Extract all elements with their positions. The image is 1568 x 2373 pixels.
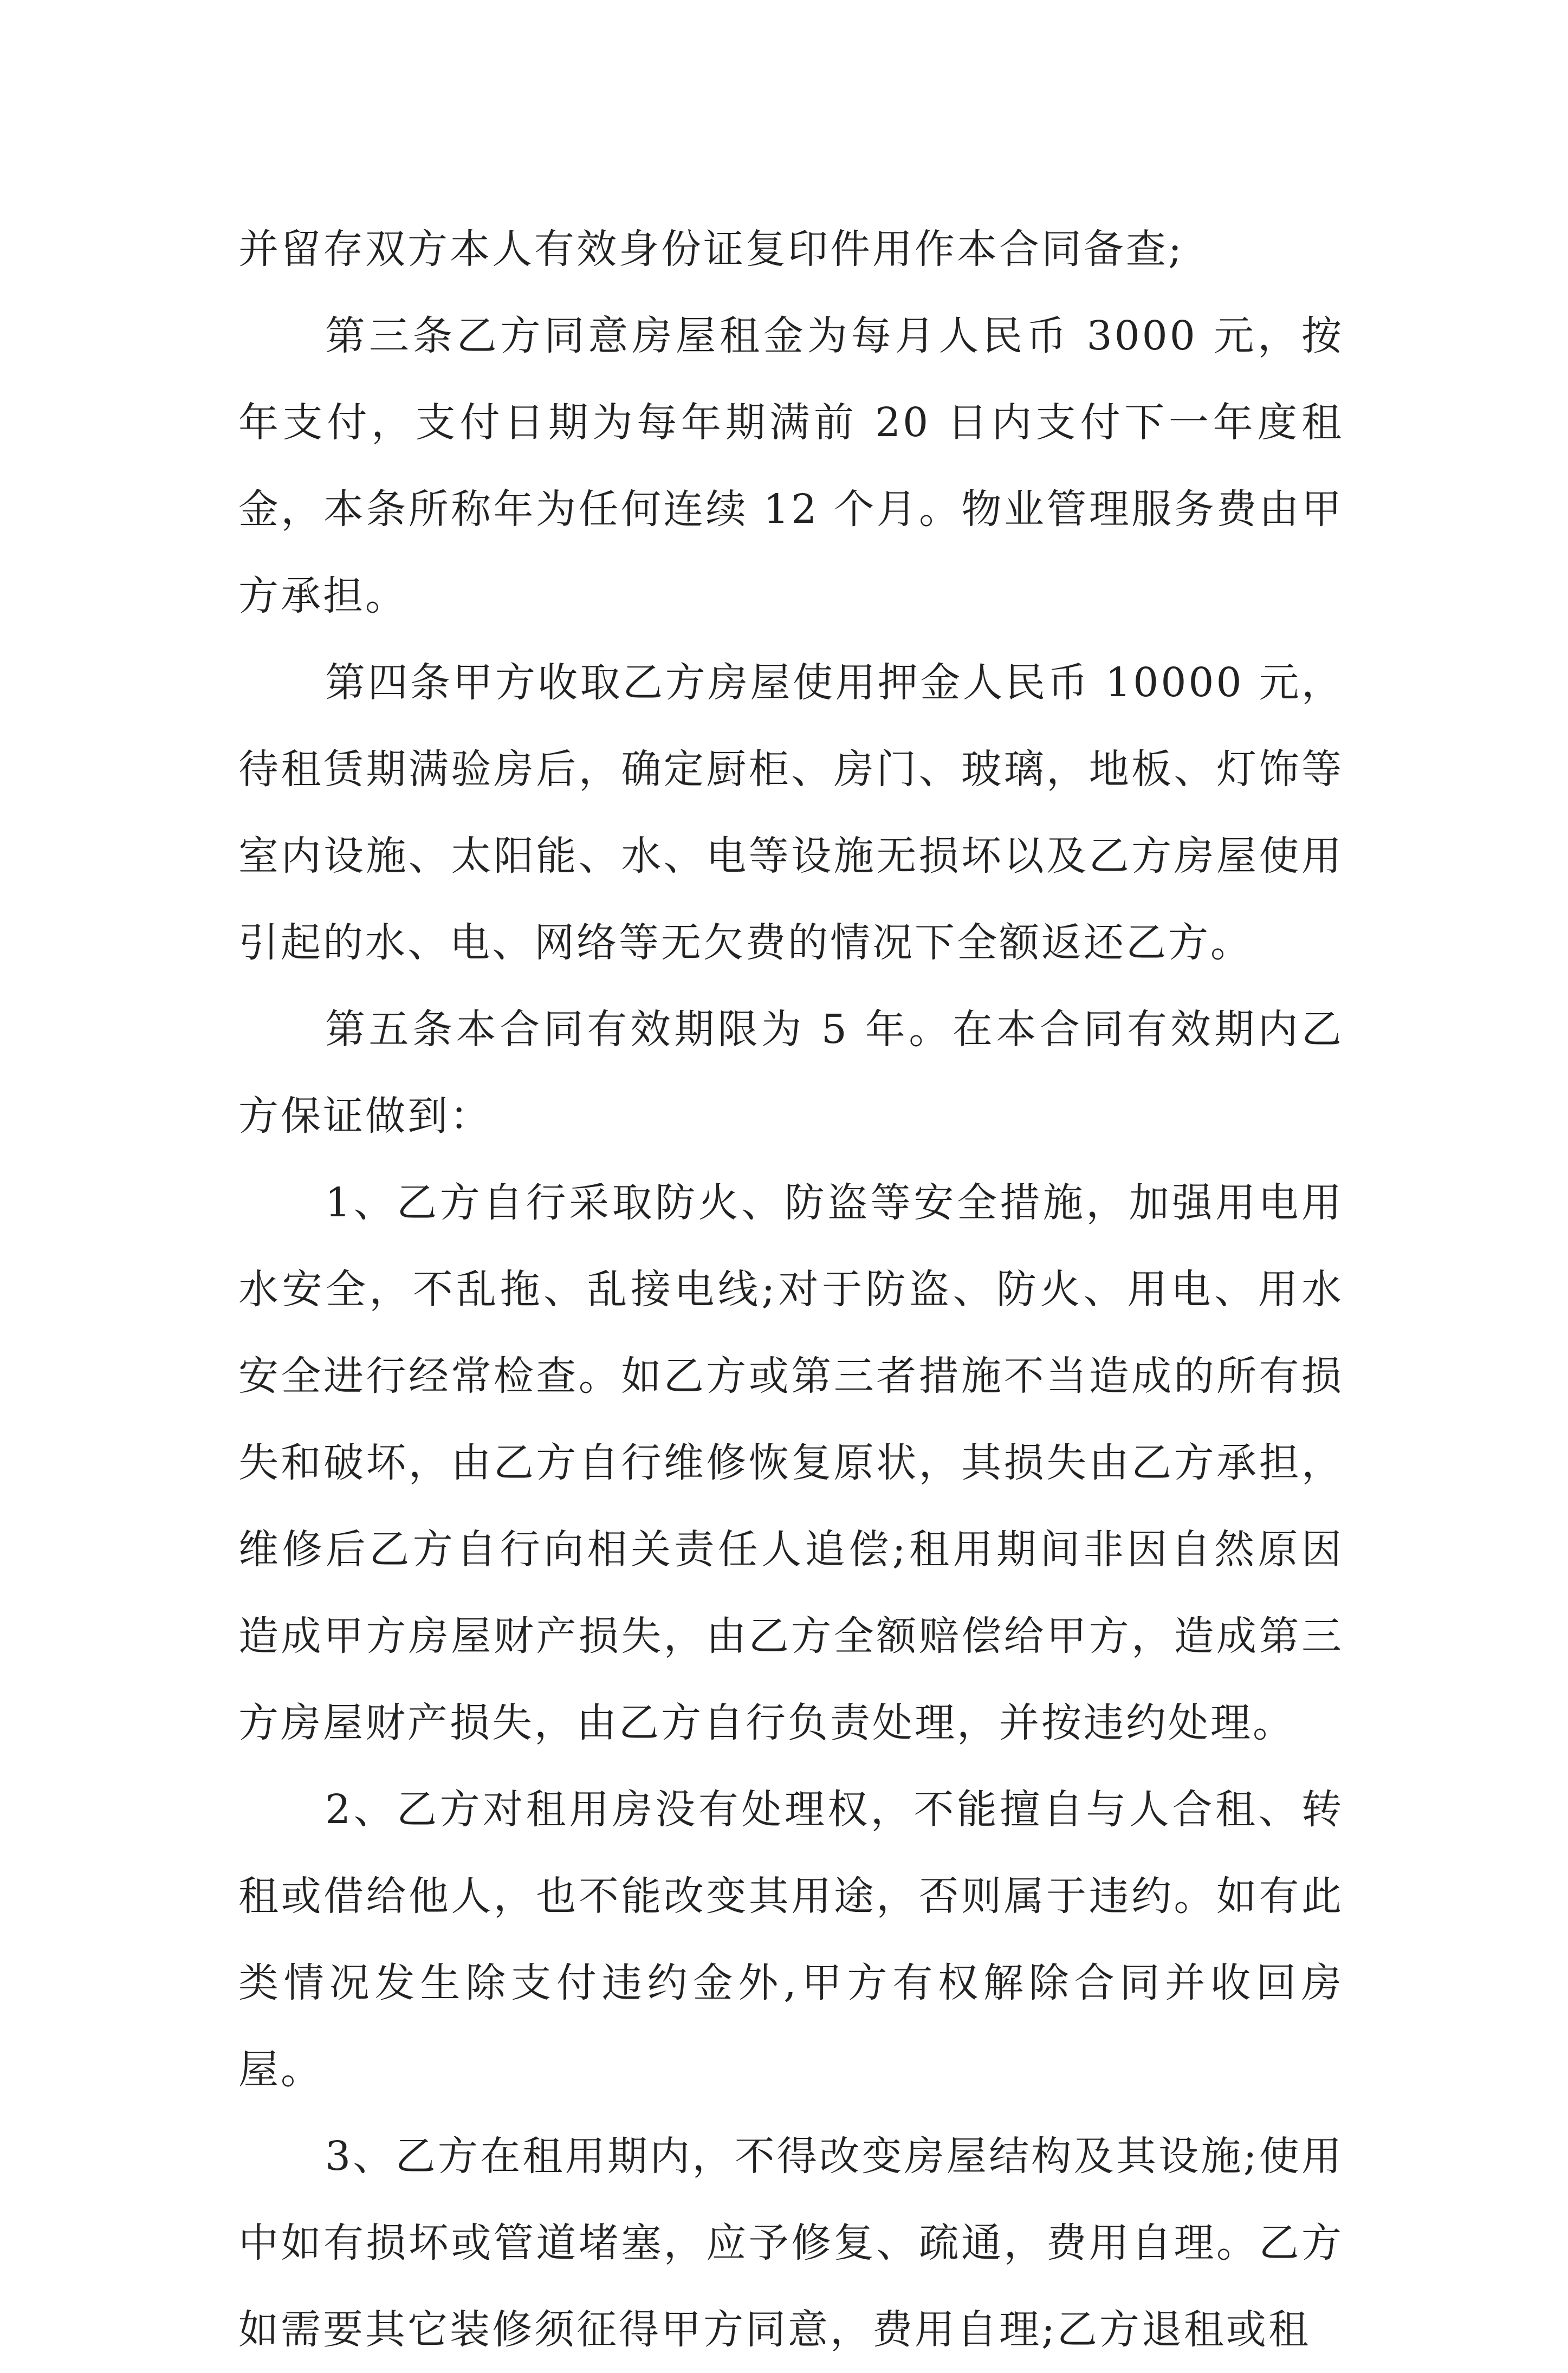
paragraph-article-5-term: 第五条本合同有效期限为 5 年。在本合同有效期内乙方保证做到： (238, 1006, 1344, 1139)
paragraph-item-1-safety: 1、乙方自行采取防火、防盗等安全措施，加强用电用水安全，不乱拖、乱接电线;对于防盗、防火、用电、用水安全进行经常检查。如乙方或第三者措施不当造成的所有损失和破坏，由乙方自行维修恢复原状，其损失由乙方承担，维修后乙方自行向相关责任人追偿;租用期间非因自然原因造成甲方房屋财产损失，由乙方全额赔偿给甲方，造成第三方房屋财产损失，由乙方自行负责处理，并按违约处理。 (238, 1179, 1344, 1746)
document-body (238, 206, 1344, 2373)
paragraph-article-4-deposit: 第四条甲方收取乙方房屋使用押金人民币 10000 元，待租赁期满验房后，确定厨柜、房门、玻璃，地板、灯饰等室内设施、太阳能、水、电等设施无损坏以及乙方房屋使用引起的水、电、网络等无欠费的情况下全额返还乙方。 (238, 659, 1344, 966)
paragraph-continuation: 并留存双方本人有效身份证复印件用作本合同备查; (238, 226, 1184, 273)
paragraph-item-2-subletting: 2、乙方对租用房没有处理权，不能擅自与人合租、转租或借给他人，也不能改变其用途，否则属于违约。如有此类情况发生除支付违约金外,甲方有权解除合同并收回房屋。 (238, 1786, 1344, 2093)
paragraph-item-3-structure: 3、乙方在租用期内，不得改变房屋结构及其设施;使用中如有损坏或管道堵塞，应予修复、疏通，费用自理。乙方如需要其它装修须征得甲方同意，费用自理;乙方退租或租 (238, 2133, 1344, 2353)
paragraph-article-3-rent: 第三条乙方同意房屋租金为每月人民币 3000 元，按年支付，支付日期为每年期满前 20 日内支付下一年度租金，本条所称年为任何连续 12 个月。物业管理服务费由甲方承担。 (238, 313, 1344, 619)
